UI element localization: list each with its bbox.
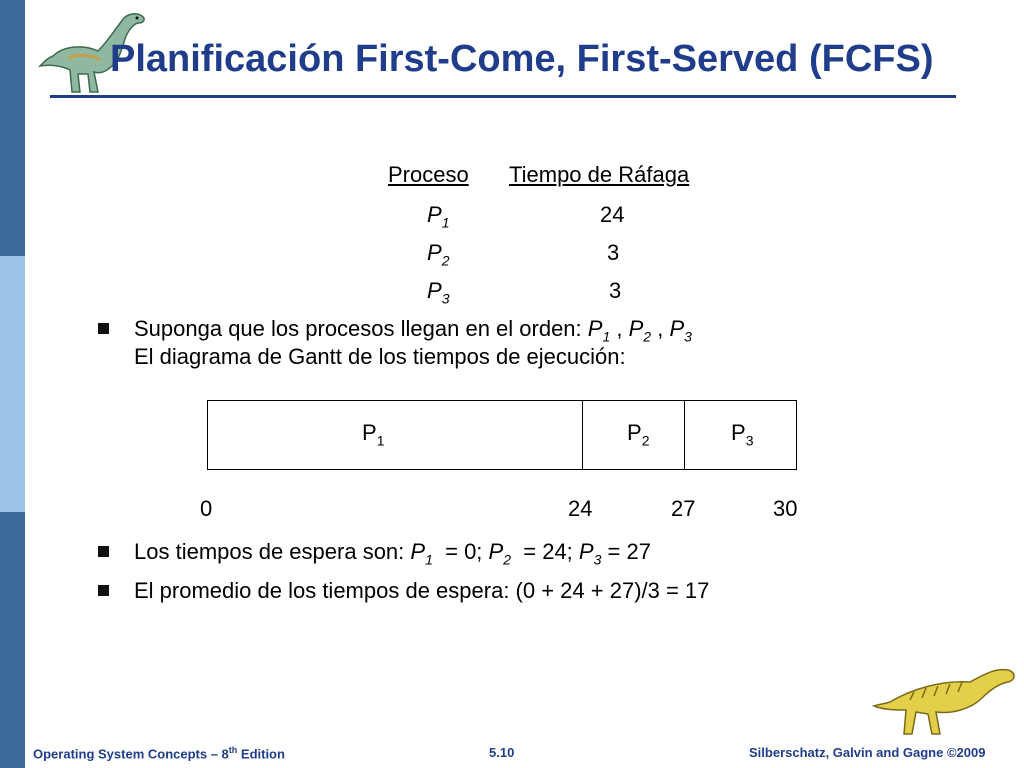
dinosaur-skeleton-icon xyxy=(870,660,1020,740)
bullet-marker xyxy=(98,546,109,557)
table-row-process: $P_3$ xyxy=(427,278,450,307)
gantt-tick-label: 0 xyxy=(200,496,213,521)
gantt-divider xyxy=(796,400,797,470)
bullet-marker xyxy=(98,585,109,596)
gantt-divider xyxy=(582,400,583,470)
sidebar-segment-middle xyxy=(0,256,25,512)
gantt-block-label: $P_2$ xyxy=(627,420,650,449)
table-row-process: $P_1$ xyxy=(427,202,450,231)
footer-book-title: Operating System Concepts – 8th Edition xyxy=(33,745,285,762)
table-row-burst: 3 xyxy=(609,278,622,303)
gantt-chart xyxy=(207,400,797,470)
gantt-block-label: $P_3$ xyxy=(731,420,754,449)
table-row-process: $P_2$ xyxy=(427,240,450,269)
gantt-tick-label: 27 xyxy=(671,496,696,521)
bullet-text-order: Suponga que los procesos llegan en el orden: $P_1$ , $P_2$ , $P_3$ xyxy=(134,316,692,345)
sidebar-segment-bottom xyxy=(0,512,25,768)
table-row-burst: 24 xyxy=(600,202,625,227)
bullet-text-gantt-intro: El diagrama de Gantt de los tiempos de ejecución: xyxy=(134,344,626,369)
gantt-divider xyxy=(684,400,685,470)
left-sidebar xyxy=(0,0,25,768)
table-row-burst: 3 xyxy=(607,240,620,265)
footer-page-number: 5.10 xyxy=(489,745,515,760)
bullet-text-waiting-times: Los tiempos de espera son: $P_1 = 0$; $P_2 = 24$; $P_3 = 27$ xyxy=(134,539,651,568)
bullet-marker xyxy=(98,323,109,334)
gantt-tick-label: 24 xyxy=(568,496,593,521)
table-header-process: Proceso xyxy=(388,162,469,187)
bullet-text-average: El promedio de los tiempos de espera: (0 + 24 + 27)/3 = 17 xyxy=(134,578,710,603)
slide-title: Planificación First-Come, First-Served (FCFS) xyxy=(110,38,934,80)
gantt-block-label: $P_1$ xyxy=(362,420,385,449)
table-header-burst: Tiempo de Ráfaga xyxy=(509,162,690,187)
gantt-divider xyxy=(207,400,208,470)
footer-authors: Silberschatz, Galvin and Gagne ©2009 xyxy=(749,745,986,760)
title-underline xyxy=(50,95,956,98)
sidebar-segment-top xyxy=(0,0,25,256)
gantt-tick-label: 30 xyxy=(773,496,798,521)
